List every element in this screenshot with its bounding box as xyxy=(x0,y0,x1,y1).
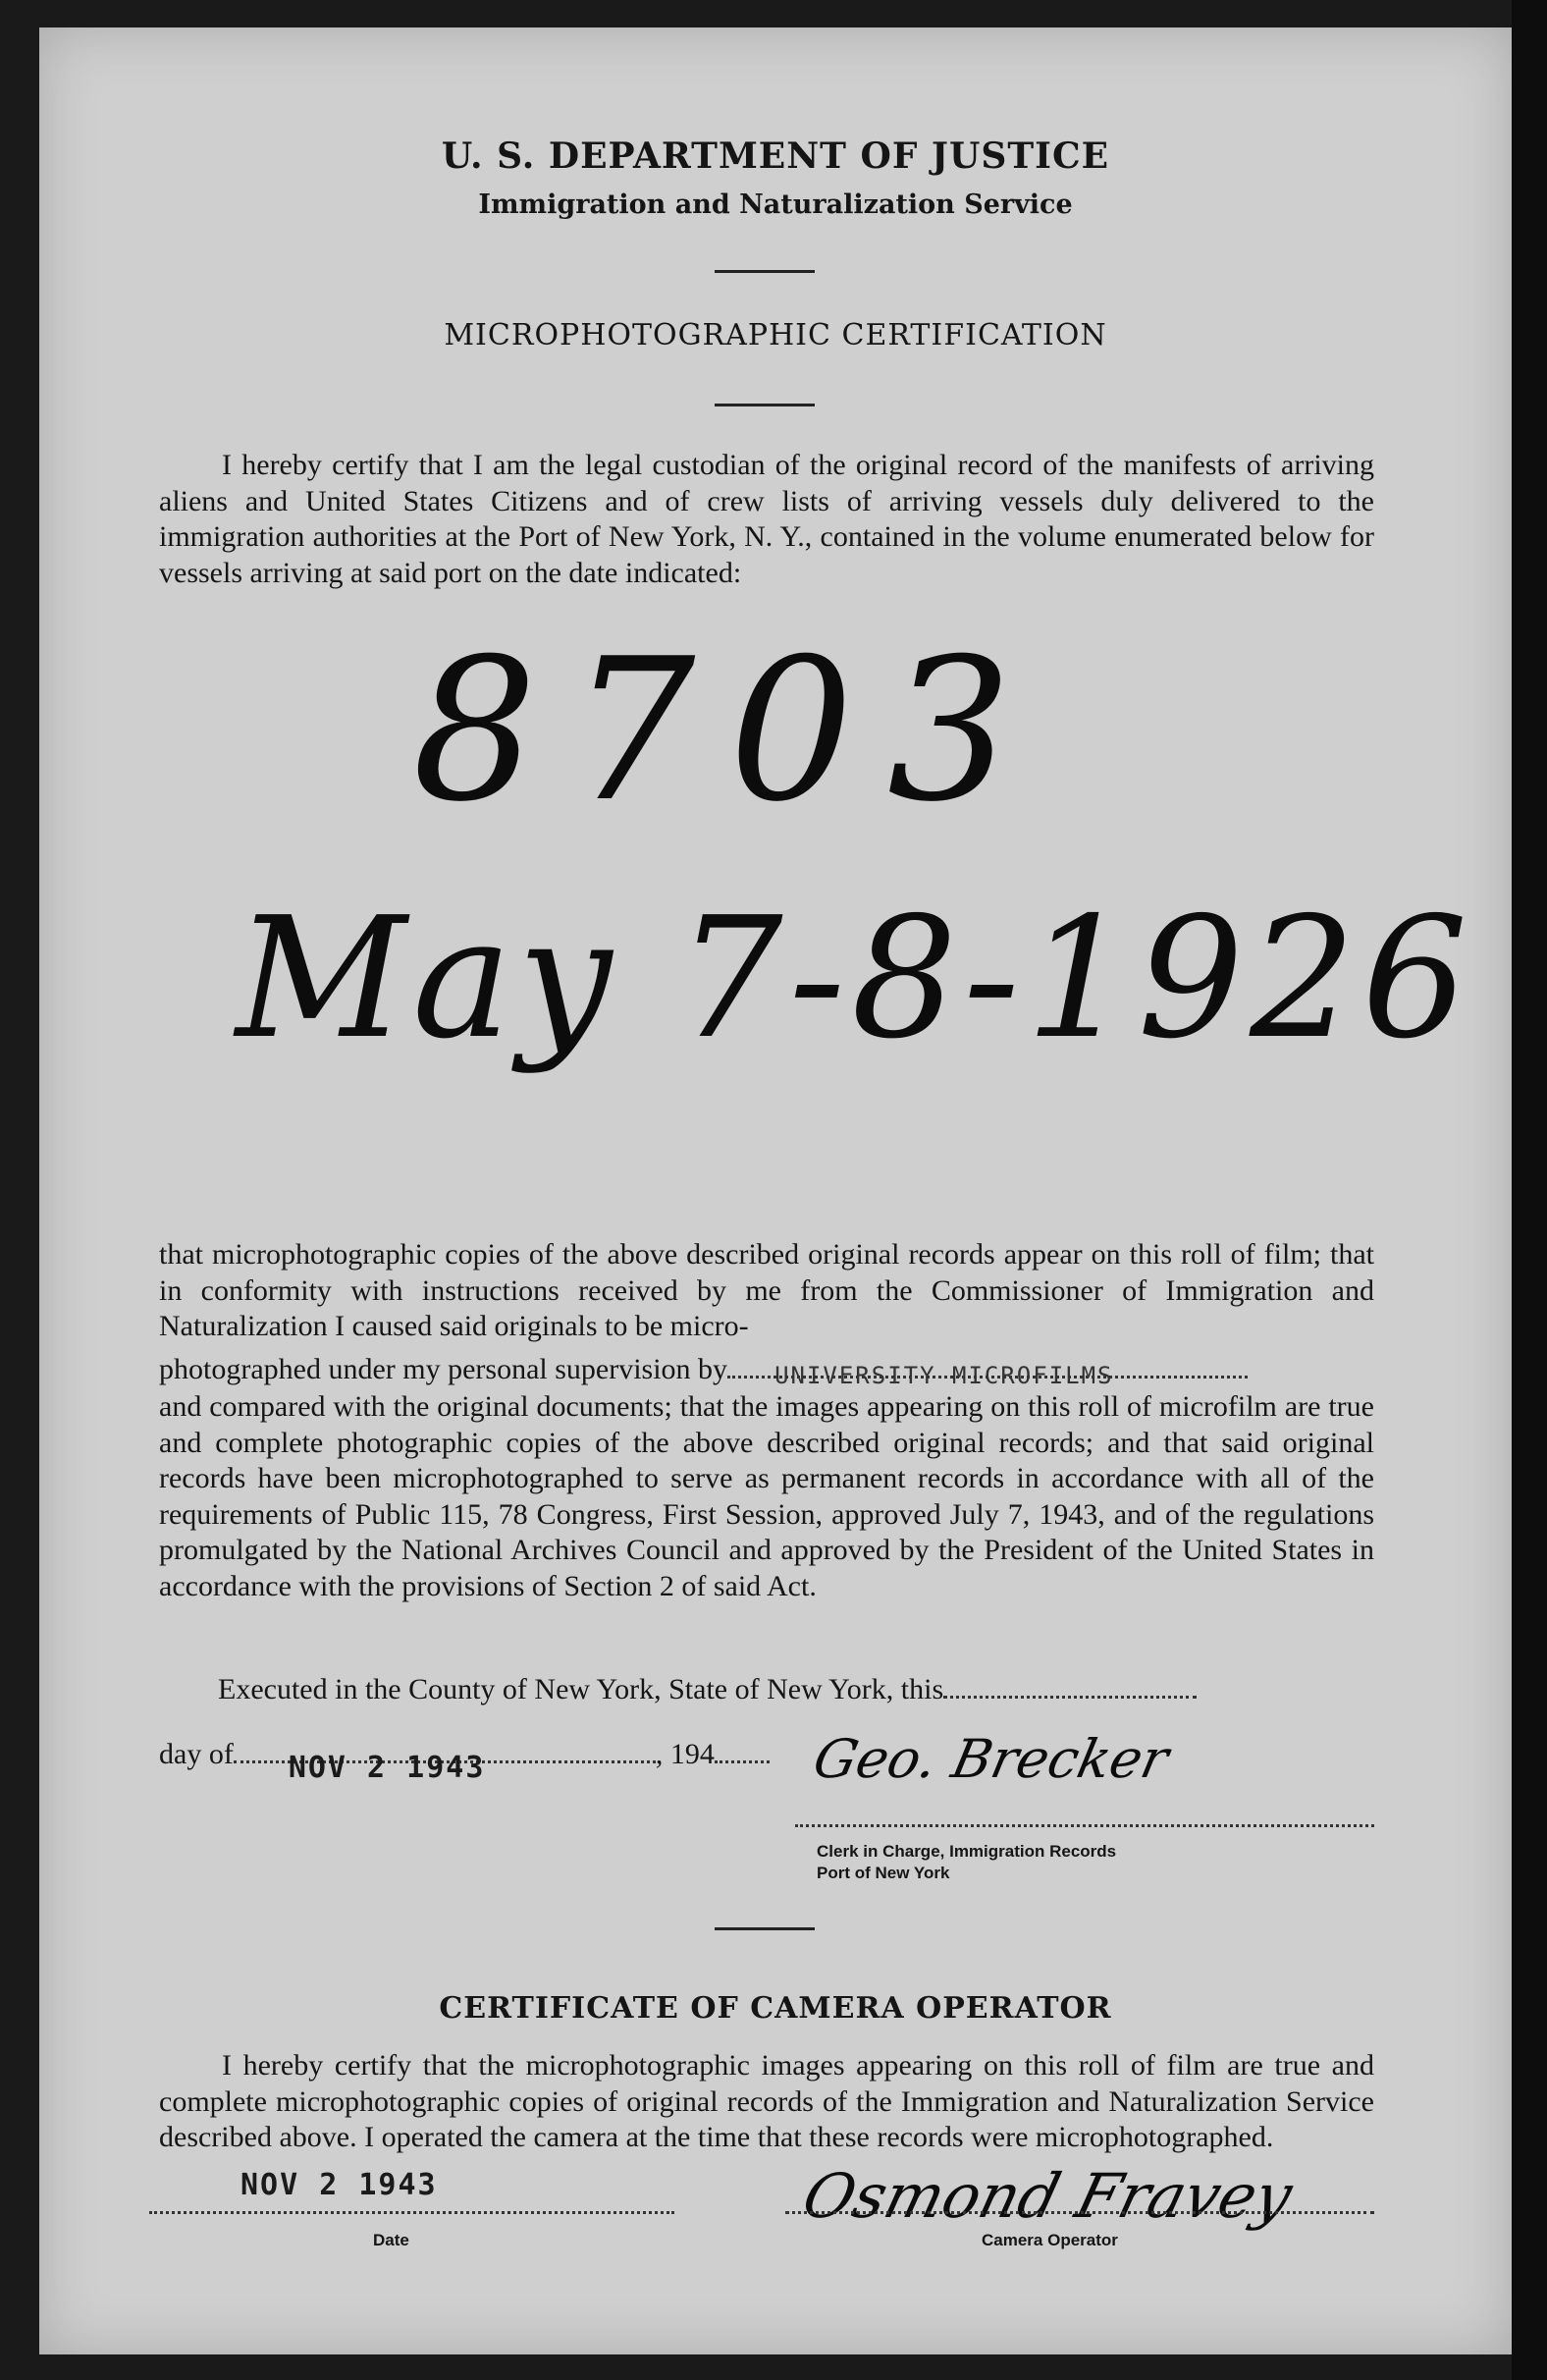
operator-label: Camera Operator xyxy=(982,2231,1118,2249)
clerk-title-1: Clerk in Charge, Immigration Records xyxy=(817,1842,1117,1861)
supervision-prefix: photographed under my personal supervision by xyxy=(159,1353,728,1385)
microfilmer-dotted-line xyxy=(727,1362,1248,1389)
camera-operator-paragraph: I hereby certify that the microphotographic images appearing on this roll of film are true and complete microphotographic copies of original records of the Immigration and Naturalization Service described above. I operated the camera at the time that these records were microphotographed. xyxy=(159,2049,1374,2153)
microfilmer-stamp: UNIVERSITY MICROFILMS xyxy=(774,1362,1114,1389)
section-divider xyxy=(715,1927,815,1930)
clerk-title-2: Port of New York xyxy=(817,1864,950,1882)
body-paragraph-1: that microphotographic copies of the above described original records appear on this roll of film; that in conformity with instructions received by me from the Commissioner of Immigration and Naturalization I caused said originals to be micro- xyxy=(159,1238,1374,1342)
clerk-signature-line xyxy=(795,1824,1374,1827)
executed-text: Executed in the County of New York, State of New York, this xyxy=(218,1673,944,1705)
heading-divider xyxy=(715,404,815,406)
custodian-paragraph: I hereby certify that I am the legal custodian of the original record of the manifests of arriving aliens and United States Citizens and of crew lists of arriving vessels duly delivered to the immigration authorities at the Port of New York, N. Y., contained in the volume enumerated below for vessels arriving at said port on the date indicated: xyxy=(159,449,1374,589)
stamped-date: NOV 2 1943 xyxy=(288,1751,486,1785)
executed-line xyxy=(218,1673,1197,1706)
volume-date: May 7-8-1926 xyxy=(236,882,1474,1076)
service-subtitle: Immigration and Naturalization Service xyxy=(478,189,1073,220)
date-dotted-line xyxy=(234,1751,656,1785)
agency-title: U. S. DEPARTMENT OF JUSTICE xyxy=(441,135,1110,177)
day-of-line xyxy=(159,1738,770,1785)
camera-operator-heading: CERTIFICATE OF CAMERA OPERATOR xyxy=(439,1991,1112,2026)
clerk-signature: Geo. Brecker xyxy=(808,1728,1174,1790)
supervision-line xyxy=(159,1353,1248,1389)
operator-stamped-date: NOV 2 1943 xyxy=(240,2168,438,2202)
operator-signature-line xyxy=(785,2211,1374,2214)
title-divider xyxy=(715,270,815,273)
day-of-label: day of xyxy=(159,1738,234,1770)
scan-edge xyxy=(1512,0,1547,2380)
form-title: MICROPHOTOGRAPHIC CERTIFICATION xyxy=(444,318,1107,352)
date-label: Date xyxy=(373,2231,409,2249)
date-signature-line xyxy=(149,2211,674,2214)
body-paragraph-2: and compared with the original documents; that the images appearing on this roll of microfilm are true and complete photographic copies of the above described original records; and that said original records have been microphotographed to serve as permanent records in accordance with all of the requirements of Public 115, 78 Congress, First Session, approved July 7, 1943, and of the regulations promulgated by the National Archives Council and approved by the President of the United States in accordance with the provisions of Section 2 of said Act. xyxy=(159,1390,1374,1602)
volume-number: 8703 xyxy=(412,617,1045,845)
year-suffix: , 194 xyxy=(655,1738,715,1770)
document-sheet xyxy=(39,27,1512,2354)
operator-signature: Osmond Fravey xyxy=(795,2160,1300,2232)
